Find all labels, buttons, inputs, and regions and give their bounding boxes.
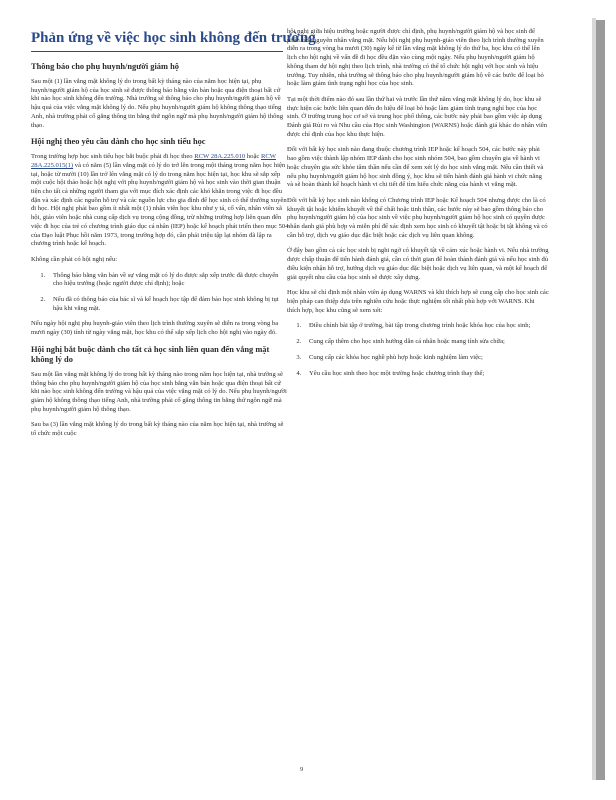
paragraph: Sau một lần vắng mặt không lý do trong bất kỳ tháng nào trong năm học hiện tại, nhà trường sẽ thông báo cho phụ huynh/người giám hộ của học sinh bằng văn bản hoặc qua điện thoại bất cứ khi nào học sinh không đến trường và hậu quả của việc vắng mặt có lý do. Nếu phụ huynh/người giám hộ không thông thạo tiếng Anh, nhà trường phải cố gắng thông tin bằng thứ ngôn ngữ mà phụ huynh/người giám hộ thông thạo.	[31, 370, 287, 413]
rcw-link-1[interactable]: RCW 28A.225.010	[194, 153, 246, 161]
rcw-link-2[interactable]: RCW 28A.225.015(1)	[31, 153, 277, 169]
paragraph: Học khu sẽ chỉ định một nhân viên áp dụng WARNS và khi thích hợp sẽ cung cấp cho học sinh các biện pháp can thiệp dựa trên nghiên cứu hoặc thực nghiệm tốt nhất phù hợp với WARNS. Khi thích hợp, học khu cũng sẽ xem xét:	[287, 289, 549, 314]
paragraph: Không cần phải có hội nghị nếu:	[31, 255, 118, 263]
page-number: 9	[300, 766, 304, 773]
numbered-list	[31, 272, 289, 314]
paragraph-text: và có năm (5) lần vắng mặt có lý do trở lên trong một tháng trong năm học hiện tại, hoặc từ mười (10) lần trở lên vắng mặt có lý do trong năm học hiện tại, học khu sẽ sắp xếp một cuộc hội thảo hoặc hội nghị với phụ huynh/người giám hộ và học sinh vào thời gian thuận tiện cho tất cả những người tham gia với mục đích xác định các khó khăn trong việc đi học đều đặn và xác định các nguồn hỗ trợ và các nguồn lực cho gia đình để học sinh có thể thường xuyên đi học. Hội nghị phải bao gồm ít nhất một (1) nhân viên học khu như y tá, cố vấn, nhân viên xã hội, giáo viên hoặc nhà cung cấp dịch vụ trong cộng đồng, trừ những trường hợp liên quan đến việc đi học của trẻ có chương trình giáo dục cá nhân (IEP) hoặc kế hoạch phát triển theo mục 504 của Đạo luật Phục hồi năm 1973, trong trường hợp đó, cần phải triệu tập lại nhóm đã lập ra chương trình hoặc kế hoạch.	[31, 161, 289, 248]
list-item: 1. Điều chỉnh bài tập ở trường, bài tập trong chương trình hoặc khóa học của học sinh;	[303, 322, 549, 331]
page-title: Phản ứng về việc học sinh không đến trường	[31, 30, 316, 46]
list-item: 4. Yêu cầu học sinh theo học một trường hoặc chương trình thay thế;	[303, 370, 549, 379]
paragraph: Tại một thời điểm nào đó sau lần thứ hai và trước lần thứ năm vắng mặt không lý do, học khu sẽ thực hiện các bước liên quan đến đo hiệu để loại bỏ hoặc làm giảm tình trạng nghỉ học của học sinh. Ở trường trung học cơ sở và trung học phổ thông, các bước này phải bao gồm việc áp dụng Đánh giá Rủi ro và Nhu cầu của Học sinh Washington (WARNS) hoặc đánh giá khác do nhân viên được chỉ định của học khu thực hiện.	[287, 95, 548, 138]
paragraph-text: hoặc	[246, 153, 260, 161]
list-item: 1. Thông báo bằng văn bản về sự vắng mặt có lý do được sắp xếp trước đã được chuyển cho hiệu trưởng (hoặc người được chỉ định); hoặc	[47, 272, 289, 289]
title-underline	[31, 51, 283, 52]
paragraph: hội nghị giữa hiệu trưởng hoặc người được chỉ định, phụ huynh/người giám hộ và học sinh để phân tích nguyên nhân vắng mặt. Nếu hội nghị phụ huynh-giáo viên theo lịch trình thường xuyên diễn ra trong vòng ba mươi (30) ngày kể từ lần vắng mặt không lý do thứ ba, học khu có thể lên lịch cho hội nghị về vấn đề đi học đều đặn vào cùng một ngày. Nếu phụ huynh/người giám hộ không tham dự hội nghị theo lịch trình, nhà trường có thể tổ chức hội nghị với học sinh và hiệu trưởng. Tuy nhiên, nhà trường sẽ thông báo cho phụ huynh/người giám hộ về các bước để loại bỏ hoặc làm giảm tình trạng nghỉ học của học sinh.	[287, 28, 544, 88]
paragraph: Đối với bất kỳ học sinh nào không có Chương trình IEP hoặc Kế hoạch 504 nhưng được cho là có khuyết tật hoặc khiếm khuyết về thể chất hoặc tinh thần, các bước này sẽ bao gồm thông báo cho phụ huynh/người giám hộ của học sinh về việc phụ huynh/người giám hộ học sinh có quyền được nhân danh giá phù hợp và miễn phí để xác định xem học sinh có khuyết tật hoặc bị tật không và có cần hỗ trợ, dịch vụ giáo dục đặc biệt hoặc các dịch vụ liên quan không.	[287, 196, 548, 239]
paragraph-with-links	[31, 153, 289, 249]
paragraph: Sau ba (3) lần vắng mặt không lý do trong bất kỳ tháng nào của năm học hiện tại, nhà trường sẽ tổ chức một cuộc	[31, 421, 284, 438]
section-heading-mandatory-conference: Hội nghị bắt buộc dành cho tất cả học sinh liên quan đến vắng mặt không lý do	[31, 344, 270, 364]
right-column	[287, 28, 549, 385]
page-edge-shadow	[596, 20, 605, 780]
paragraph-text: Trong trường hợp học sinh tiểu học bắt buộc phải đi học theo	[31, 153, 193, 161]
section-heading-notice: Thông báo cho phụ huynh/người giám hộ	[31, 62, 179, 71]
list-item: 3. Cung cấp các khóa học nghề phù hợp hoặc kinh nghiệm làm việc;	[303, 354, 549, 363]
list-item: 2. Cung cấp thêm cho học sinh hướng dẫn cá nhân hoặc mang tính sửa chữa;	[303, 338, 549, 347]
paragraph: Sau một (1) lần vắng mặt không lý do trong bất kỳ tháng nào của năm học hiện tại, phụ huynh/người giám hộ của học sinh sẽ được thông báo bằng văn bản hoặc qua điện thoại bất cứ khi nào học sinh không đến trường. Nhà trường sẽ thông báo cho phụ huynh/người giám hộ về hậu quả của việc vắng mặt không lý do. Nếu phụ huynh/người giám hộ không thông thạo tiếng Anh, nhà trường phải cố gắng thông tin bằng thứ ngôn ngữ mà phụ huynh/người giám hộ thông thạo.	[31, 78, 284, 129]
left-column	[31, 62, 289, 446]
numbered-list	[287, 322, 549, 378]
section-heading-elementary-conference: Hội nghị theo yêu cầu dành cho học sinh tiểu học	[31, 137, 206, 147]
paragraph: Ở đây bao gồm cả các học sinh bị nghi ngờ có khuyết tật về cảm xúc hoặc hành vi. Nếu nhà trường được chấp thuận để tiến hành đánh giá, cần có thời gian để hoàn thành đánh giá và nếu học sinh đủ điều kiện nhận hỗ trợ, hướng dịch vụ giáo dục đặc biệt hoặc dịch vụ liên quan, và một kế hoạch để giải quyết nhu cầu của học sinh sẽ được xây dựng.	[287, 247, 549, 281]
list-item: 2. Nếu đã có thông báo của bác sĩ và kế hoạch học tập để đảm bảo học sinh không bị tụt hậu khi vắng mặt.	[47, 296, 289, 313]
paragraph: Đối với bất kỳ học sinh nào đang thuộc chương trình IEP hoặc kế hoạch 504, các bước này phải bao gồm việc thành lập nhóm IEP dành cho học sinh nhóm 504, bao gồm chuyên gia về hành vi hoặc chuyên gia sức khỏe tâm thần nếu cần để xem xét lý do học sinh vắng mặt. Nếu cần thiết và nếu phụ huynh/người giám hộ học sinh đồng ý, học khu sẽ tiến hành đánh giá hành vi chức năng và sẽ hoàn thành kế hoạch hành vi chi tiết để tìm hiểu chức năng của hành vi vắng mặt.	[287, 146, 544, 189]
paragraph: Nếu ngày hội nghị phụ huynh-giáo viên theo lịch trình thường xuyên sẽ diễn ra trong vòng ba mươi ngày (30) tính từ ngày vắng mặt, học khu có thể sắp xếp lịch cho hội nghị vào ngày đó.	[31, 320, 279, 337]
